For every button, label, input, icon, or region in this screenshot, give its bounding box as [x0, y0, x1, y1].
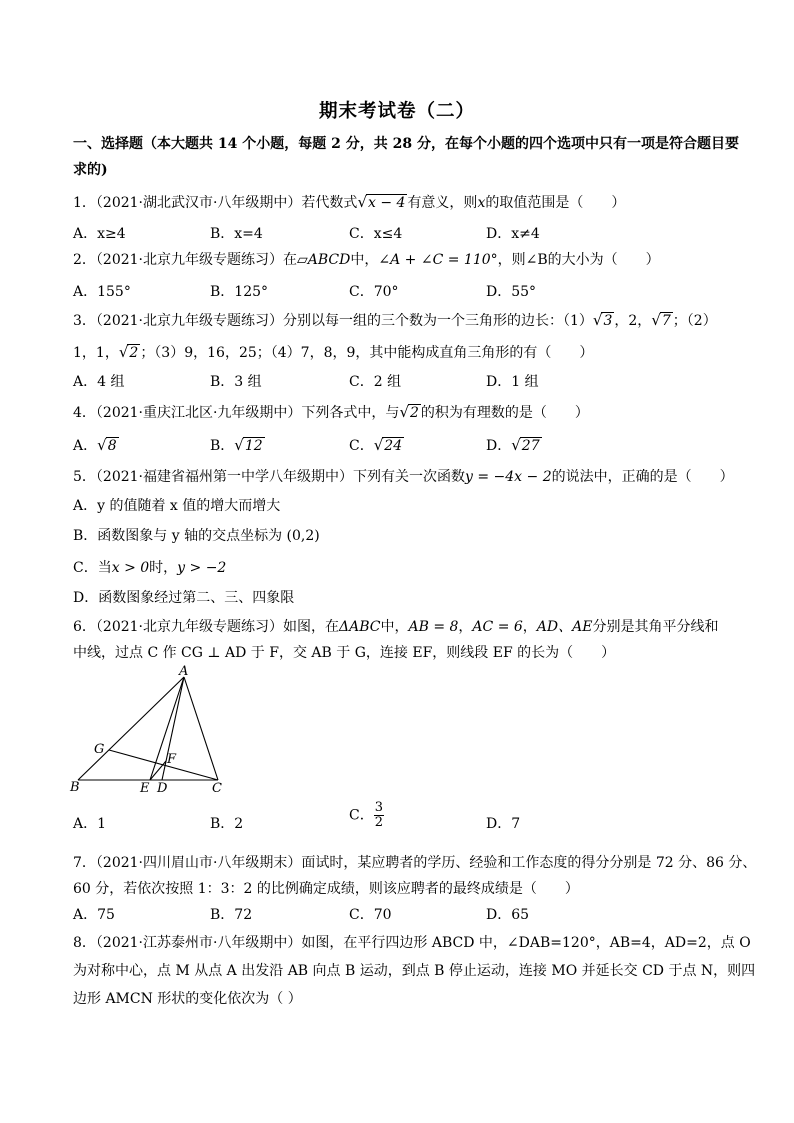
q1-option-b[interactable]: B．x=4 — [210, 226, 263, 242]
q1-variable: x — [477, 195, 486, 211]
q4-stem-post: 的积为有理数的是（ ） — [420, 405, 589, 421]
q5-stem — [73, 467, 734, 487]
q6-stem-post: 分别是其角平分线和 — [592, 619, 719, 635]
q1-option-c[interactable]: C．x≤4 — [349, 226, 403, 242]
q8-stem-line2: 为对称中心，点 M 从点 A 出发沿 AB 向点 B 运动，到点 B 停止运动，连接 MO 并延长交 CD 于点 N，则四 — [73, 963, 756, 979]
q5-option-c-pre: C．当 — [73, 560, 112, 576]
label-c: C — [212, 781, 222, 796]
q4-option-b-radicand: 12 — [244, 438, 263, 454]
q3-option-b[interactable]: B．3 组 — [210, 374, 262, 390]
q1-stem-text: 1．（2021·湖北武汉市·八年级期中）若代数式 — [73, 195, 358, 211]
q6-stem-line1 — [73, 617, 718, 637]
q5-option-d[interactable]: D．函数图象经过第二、三、四象限 — [73, 590, 295, 606]
section-heading-line1: 一、选择题（本大题共 14 个小题，每题 2 分，共 28 分，在每个小题的四个选项中只有一项是符合题目要 — [73, 136, 739, 152]
q5-stem-post: 的说法中，正确的是（ ） — [551, 469, 734, 485]
q4-option-d-radicand: 27 — [521, 438, 540, 454]
q3-line2-post: ；（3）9，16，25；（4）7，8，9，其中能构成直角三角形的有（ ） — [140, 345, 594, 361]
q3-option-a[interactable]: A．4 组 — [73, 374, 125, 390]
q2-options — [73, 282, 733, 302]
q1-stem-post: 的取值范围是（ ） — [485, 195, 626, 211]
label-b: B — [70, 780, 80, 795]
q4-option-b-label: B． — [210, 438, 235, 454]
q3-stem-post: ；（2） — [672, 313, 717, 329]
q3-stem-line2 — [73, 342, 593, 363]
q8-stem-line3: 边形 AMCN 形状的变化依次为（ ） — [73, 991, 302, 1007]
q4-option-a-radicand: 8 — [107, 438, 117, 454]
q2-stem-mid: 中， — [350, 252, 379, 268]
q5-function: y = −4x − 2 — [465, 469, 552, 485]
q6-option-c-fraction — [374, 801, 384, 830]
q3-radicand-2: 7 — [661, 313, 671, 329]
q5-option-a[interactable]: A．y 的值随着 x 值的增大而增大 — [73, 498, 281, 514]
q2-stem-post: ，则∠B的大小为（ ） — [497, 252, 660, 268]
sqrt-symbol: √ — [97, 436, 107, 454]
label-d: D — [157, 781, 168, 796]
q4-radicand: 2 — [410, 405, 419, 421]
q6-figure-labels — [69, 665, 222, 796]
q7-option-a[interactable]: A．75 — [73, 907, 115, 923]
sqrt-symbol: √ — [234, 436, 244, 454]
q5-option-c[interactable] — [73, 558, 226, 578]
q3-stem-text: 3．（2021·北京九年级专题练习）分别以每一组的三个数为一个三角形的边长：（1） — [73, 313, 593, 329]
fraction-denominator: 2 — [374, 815, 383, 830]
q6-triangle: ΔABC — [339, 619, 381, 635]
q3-option-c[interactable]: C．2 组 — [349, 374, 402, 390]
sqrt-symbol: √ — [399, 403, 409, 421]
q4-stem-text: 4．（2021·重庆江北区·九年级期中）下列各式中，与 — [73, 405, 400, 421]
q6-option-d[interactable]: D．7 — [486, 816, 521, 832]
q4-options — [73, 435, 733, 455]
fraction-numerator: 3 — [374, 800, 383, 815]
q1-stem — [73, 192, 625, 213]
q1-options — [73, 224, 733, 244]
q3-option-d[interactable]: D．1 组 — [486, 374, 539, 390]
sqrt-symbol: √ — [357, 193, 367, 211]
q6-option-c-label: C． — [349, 807, 374, 824]
q6-ac: AC = 6 — [472, 619, 523, 635]
q4-option-c-label: C． — [349, 438, 374, 454]
q5-option-c-mid: 时， — [149, 560, 178, 576]
q6-sep: ， — [458, 619, 473, 635]
q6-ad-ae: AD、AE — [536, 619, 593, 635]
label-e: E — [140, 781, 150, 796]
q6-option-a[interactable]: A．1 — [73, 816, 107, 832]
q6-ab: AB = 8 — [408, 619, 459, 635]
sqrt-symbol: √ — [511, 436, 521, 454]
q6-stem-text: 6．（2021·北京九年级专题练习）如图，在 — [73, 619, 339, 635]
q7-stem-line1: 7．（2021·四川眉山市·八年级期末）面试时，某应聘者的学历、经验和工作态度的得分分别是 72 分、86 分、 — [73, 855, 757, 871]
q6-option-c[interactable] — [349, 801, 384, 830]
q7-options — [73, 905, 733, 925]
q3-line2-pre: 1，1， — [73, 345, 119, 361]
q2-option-d[interactable]: D．55° — [486, 284, 537, 300]
q2-option-a[interactable]: A．155° — [73, 284, 131, 300]
q7-stem-line2: 60 分，若依次按照 1：3：2 的比例确定成绩，则该应聘者的最终成绩是（ ） — [73, 881, 579, 897]
q4-option-a[interactable] — [73, 435, 119, 456]
q3-options — [73, 372, 733, 392]
q1-option-d[interactable]: D．x≠4 — [486, 226, 540, 242]
label-a: A — [179, 665, 189, 679]
section-heading-line2: 求的) — [73, 162, 108, 178]
sqrt-symbol: √ — [592, 311, 603, 329]
q4-option-c[interactable] — [349, 435, 404, 456]
q6-triangle-figure — [66, 665, 236, 797]
page-title: 期末考试卷（二） — [318, 101, 475, 122]
q2-option-c[interactable]: C．70° — [349, 284, 399, 300]
q4-option-b[interactable] — [210, 435, 265, 456]
q2-parallelogram: ▱ABCD — [297, 252, 351, 268]
q2-stem — [73, 250, 660, 270]
sqrt-symbol: √ — [651, 311, 661, 329]
q3-radicand-1: 3 — [603, 313, 613, 329]
q6-options — [73, 800, 733, 834]
q5-option-c-cond1: x > 0 — [111, 560, 150, 576]
q6-stem-mid2: ， — [522, 619, 537, 635]
q5-stem-text: 5．（2021·福建省福州第一中学八年级期中）下列有关一次函数 — [73, 469, 465, 485]
q1-option-a[interactable]: A．x≥4 — [73, 226, 126, 242]
q1-radicand: x − 4 — [368, 195, 406, 211]
q8-stem-line1: 8．（2021·江苏泰州市·八年级期中）如图，在平行四边形 ABCD 中，∠DAB=120°，AB=4，AD=2，点 O — [73, 935, 751, 951]
sqrt-symbol: √ — [373, 436, 384, 454]
q7-option-d[interactable]: D．65 — [486, 907, 530, 923]
q3-radicand-3: 2 — [129, 345, 139, 361]
label-f: F — [167, 752, 177, 767]
segment-ac — [184, 677, 218, 780]
q4-option-d[interactable] — [486, 435, 542, 456]
q6-stem-mid1: 中， — [380, 619, 409, 635]
q2-stem-text: 2．（2021·北京九年级专题练习）在 — [73, 252, 297, 268]
q6-option-b[interactable]: B．2 — [210, 816, 244, 832]
q4-stem — [73, 402, 589, 423]
q6-stem-line2: 中线，过点 C 作 CG ⊥ AD 于 F，交 AB 于 G，连接 EF，则线段 EF 的长为（ ） — [73, 645, 616, 661]
q7-option-c[interactable]: C．70 — [349, 907, 392, 923]
q2-option-b[interactable]: B．125° — [210, 284, 269, 300]
sqrt-symbol: √ — [118, 343, 129, 361]
q5-option-b[interactable]: B．函数图象与 y 轴的交点坐标为 (0,2) — [73, 528, 320, 544]
q4-option-a-label: A． — [73, 438, 98, 454]
q2-condition: ∠A + ∠C = 110° — [378, 252, 498, 268]
q3-stem-mid: ，2， — [614, 313, 652, 329]
q3-stem-line1 — [73, 310, 717, 331]
q6-figure-lines — [78, 677, 218, 780]
q4-option-c-radicand: 24 — [384, 438, 403, 454]
q5-option-c-cond2: y > −2 — [177, 560, 227, 576]
label-g: G — [94, 742, 105, 757]
q1-stem-mid: 有意义，则 — [407, 195, 478, 211]
q7-option-b[interactable]: B．72 — [210, 907, 253, 923]
q4-option-d-label: D． — [486, 438, 512, 454]
